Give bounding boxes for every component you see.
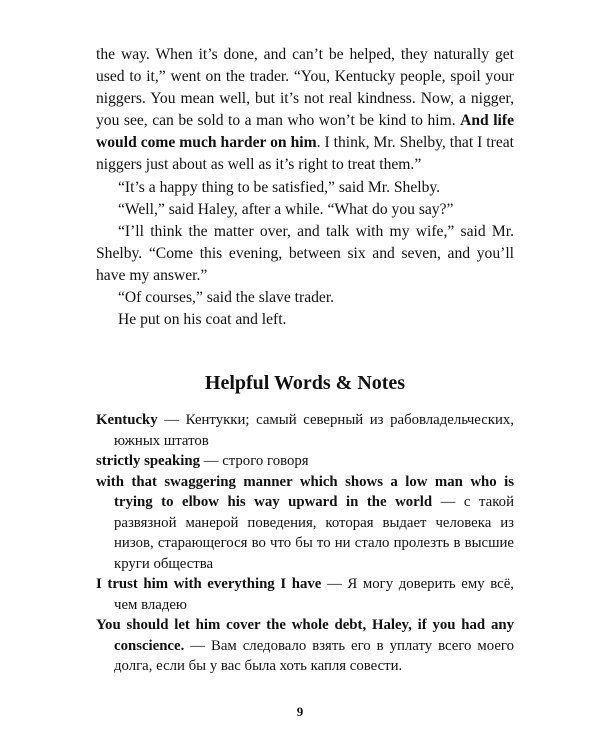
paragraph-4: “I’ll think the matter over, and talk with my wife,” said Mr. Shelby. “Come this evening, between six and seven, and you’ll have my answer.” bbox=[96, 222, 514, 284]
note-definition: — с такой развязной манерой поведения, которая выдает человека из низов, старающегося во что бы то ни стало пролезть в высшие круги общества bbox=[114, 494, 514, 572]
story-text bbox=[96, 44, 514, 331]
notes-heading: Helpful Words & Notes bbox=[204, 372, 406, 394]
paragraph-1-text-a: the way. When it’s done, and can’t be helped, they naturally get used to it,” went on the trader. “You, Kentucky people, spoil your niggers. You mean well, but it’s not real kindness. Now, a nigger, you see, can be sold to a man who won’t be kind to him. bbox=[96, 46, 514, 130]
note-definition: — Вам следовало взять его в уплату всего моего долга, если бы у вас была хоть капля совести. bbox=[114, 637, 514, 674]
note-item bbox=[96, 410, 514, 451]
notes-list bbox=[96, 410, 514, 677]
note-definition: — Я могу доверить ему всё, чем владею bbox=[114, 576, 514, 613]
note-item bbox=[96, 472, 514, 575]
note-term: Kentucky bbox=[96, 412, 158, 428]
paragraph-2: “It’s a happy thing to be satisfied,” said Mr. Shelby. bbox=[118, 178, 441, 196]
note-term: strictly speaking bbox=[96, 453, 200, 469]
note-term: I trust him with everything I have bbox=[96, 576, 322, 592]
paragraph-6: He put on his coat and left. bbox=[118, 311, 287, 329]
paragraph-1-bold-phrase: And life would come much harder on him bbox=[96, 112, 514, 152]
paragraph-1 bbox=[96, 44, 514, 177]
note-term: You should let him cover the whole debt, Haley, if you had any conscience. bbox=[96, 617, 514, 654]
note-item bbox=[96, 451, 514, 472]
paragraph-1-text-b: . I think, Mr. Shelby, that I treat niggers just about as well as it’s right to treat them.” bbox=[96, 134, 514, 174]
note-definition: — строго говоря bbox=[200, 453, 309, 469]
paragraph-5: “Of courses,” said the slave trader. bbox=[118, 289, 335, 307]
paragraph-3: “Well,” said Haley, after a while. “What do you say?” bbox=[118, 200, 454, 218]
note-term: with that swaggering manner which shows a low man who is trying to elbow his way upward in the world bbox=[96, 473, 514, 510]
note-item bbox=[96, 574, 514, 615]
note-definition: — Кентукки; самый северный из рабовладельческих, южных штатов bbox=[114, 412, 514, 449]
page-number: 9 bbox=[296, 704, 304, 719]
note-item bbox=[96, 615, 514, 677]
